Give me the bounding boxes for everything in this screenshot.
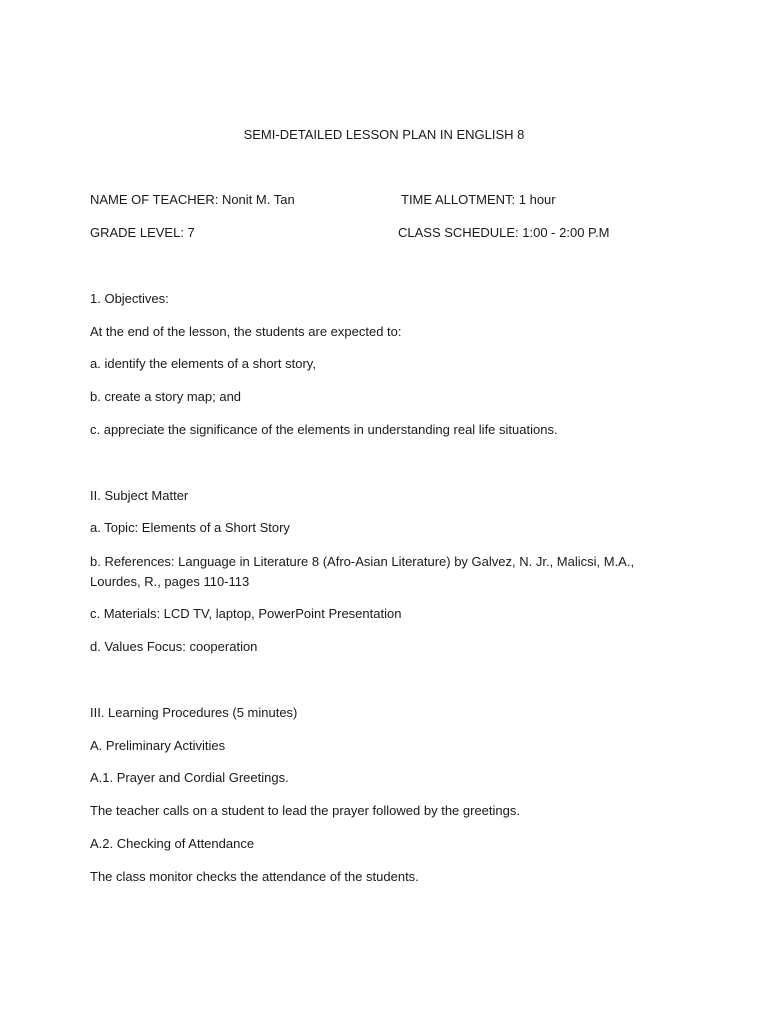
subject-references: b. References: Language in Literature 8 (Afro-Asian Literature) by Galvez, N. Jr., Malicsi, M.A., Lourdes, R., pages 110-113 [90,554,635,589]
objective-item: b. create a story map; and [90,389,242,404]
header-row-1 [90,190,690,210]
attendance-text: The class monitor checks the attendance of the students. [90,869,419,884]
prayer-text: The teacher calls on a student to lead the prayer followed by the greetings. [90,803,520,818]
time-allotment: TIME ALLOTMENT: 1 hour [401,192,556,207]
document-title: SEMI-DETAILED LESSON PLAN IN ENGLISH 8 [243,127,525,142]
objectives-intro: At the end of the lesson, the students are expected to: [90,324,402,339]
objectives-heading: 1. Objectives: [90,291,169,306]
preliminary-activities: A. Preliminary Activities [90,738,226,753]
subject-materials: c. Materials: LCD TV, laptop, PowerPoint Presentation [90,606,402,621]
grade-level: GRADE LEVEL: 7 [90,225,195,240]
objective-item: c. appreciate the significance of the elements in understanding real life situations. [90,422,558,437]
attendance-heading: A.2. Checking of Attendance [90,836,255,851]
subject-topic: a. Topic: Elements of a Short Story [90,520,290,535]
subject-values: d. Values Focus: cooperation [90,639,258,654]
prayer-heading: A.1. Prayer and Cordial Greetings. [90,770,289,785]
subject-matter-heading: II. Subject Matter [90,488,189,503]
class-schedule: CLASS SCHEDULE: 1:00 - 2:00 P.M [398,225,610,240]
procedures-heading: III. Learning Procedures (5 minutes) [90,705,298,720]
teacher-name: NAME OF TEACHER: Nonit M. Tan [90,192,295,207]
header-row-2 [90,223,690,243]
objective-item: a. identify the elements of a short story, [90,356,316,371]
